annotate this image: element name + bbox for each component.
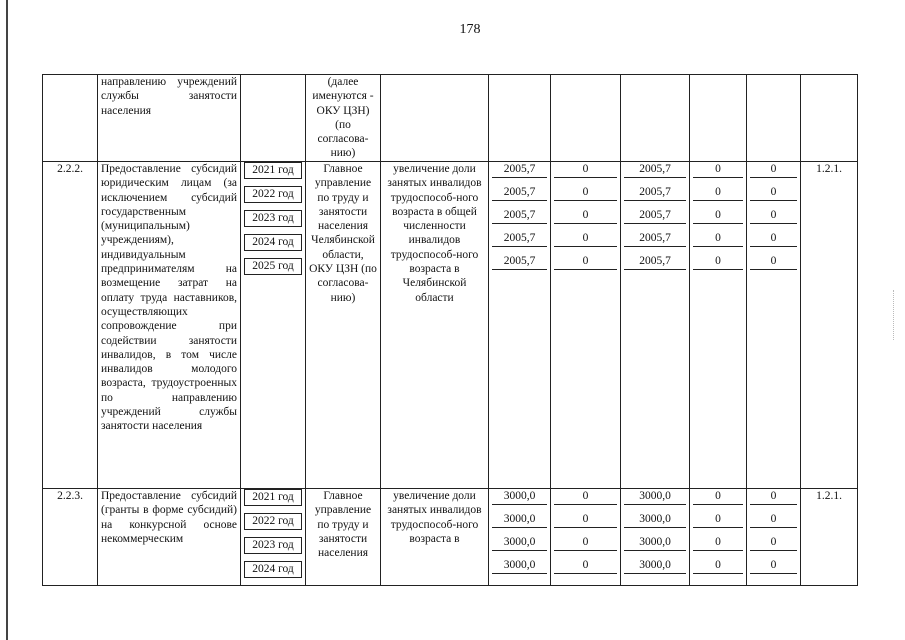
years-cell: [241, 75, 306, 162]
funding-value: 0: [693, 231, 743, 247]
funding-cell: [489, 489, 551, 586]
indicator-cell: [381, 75, 489, 162]
funding-value: 0: [750, 558, 797, 574]
year-label: 2024 год: [244, 234, 302, 251]
funding-value: 2005,7: [492, 208, 547, 224]
table-row: [43, 162, 858, 489]
item-description: Предоставление субсидий (гранты в форме субсидий) на конкурсной основе некоммерческим: [98, 489, 241, 586]
funding-value: 3000,0: [492, 558, 547, 574]
year-label: 2022 год: [244, 513, 302, 530]
year-label: 2021 год: [244, 489, 302, 506]
funding-cell: [551, 75, 621, 162]
funding-value: 2005,7: [492, 185, 547, 201]
funding-value: 0: [693, 535, 743, 551]
funding-cell: [747, 489, 801, 586]
executor-cell: (далее именуются - ОКУ ЦЗН) (по согласова-нию): [306, 75, 381, 162]
funding-cell: [690, 162, 747, 489]
funding-value: 0: [554, 208, 617, 224]
funding-value: 2005,7: [492, 254, 547, 270]
funding-value: 0: [750, 512, 797, 528]
executor-cell: Главное управление по труду и занятости населения Челябинской области, ОКУ ЦЗН (по согласова-нию): [306, 162, 381, 489]
item-number: 2.2.2.: [43, 162, 98, 489]
funding-value: 0: [750, 489, 797, 505]
funding-value: 0: [750, 535, 797, 551]
funding-cell: [690, 489, 747, 586]
funding-value: 0: [750, 208, 797, 224]
funding-value: 3000,0: [492, 512, 547, 528]
funding-value: 0: [693, 512, 743, 528]
table-row: [43, 489, 858, 586]
funding-value: 3000,0: [624, 512, 686, 528]
funding-value: 3000,0: [624, 489, 686, 505]
funding-cell: [621, 489, 690, 586]
funding-value: 0: [554, 489, 617, 505]
funding-cell: [621, 162, 690, 489]
funding-value: 0: [750, 185, 797, 201]
reference-cell: 1.2.1.: [801, 162, 858, 489]
funding-value: 0: [554, 162, 617, 178]
funding-value: 0: [750, 254, 797, 270]
funding-value: 0: [554, 185, 617, 201]
year-label: 2021 год: [244, 162, 302, 179]
funding-value: 3000,0: [492, 489, 547, 505]
scan-edge: [6, 0, 8, 640]
year-label: 2022 год: [244, 186, 302, 203]
item-description: направлению учреждений службы занятости населения: [98, 75, 241, 162]
funding-value: 3000,0: [624, 558, 686, 574]
funding-value: 2005,7: [624, 185, 686, 201]
funding-value: 0: [554, 558, 617, 574]
funding-value: 0: [693, 254, 743, 270]
funding-value: 0: [554, 512, 617, 528]
funding-value: 3000,0: [624, 535, 686, 551]
table-body: [43, 75, 858, 586]
funding-cell: [621, 75, 690, 162]
funding-cell: [489, 162, 551, 489]
scan-artifact: [893, 290, 902, 340]
funding-value: 0: [693, 162, 743, 178]
table-row: [43, 75, 858, 162]
funding-value: 0: [693, 208, 743, 224]
item-number: 2.2.3.: [43, 489, 98, 586]
years-cell: [241, 162, 306, 489]
year-label: 2023 год: [244, 537, 302, 554]
funding-value: 2005,7: [624, 162, 686, 178]
funding-value: 0: [693, 489, 743, 505]
funding-value: 0: [693, 185, 743, 201]
funding-cell: [747, 75, 801, 162]
year-label: 2025 год: [244, 258, 302, 275]
funding-cell: [489, 75, 551, 162]
item-number: [43, 75, 98, 162]
item-description: Предоставление субсидий юридическим лицам (за исключением субсидий государственным (муниципальным) учреждениям), индивидуальным предпринимателям на возмещение затрат на оплату труда наставников, осуществляющих сопровождение при содействии занятости инвалидов, в том числе инвалидов молодого возраста, трудоустроенных по направлению учреждений службы занятости населения: [98, 162, 241, 489]
reference-cell: [801, 75, 858, 162]
funding-value: 3000,0: [492, 535, 547, 551]
funding-cell: [690, 75, 747, 162]
funding-value: 0: [750, 162, 797, 178]
executor-cell: Главное управление по труду и занятости населения: [306, 489, 381, 586]
program-table: [42, 74, 858, 586]
funding-value: 2005,7: [492, 162, 547, 178]
year-label: 2023 год: [244, 210, 302, 227]
funding-cell: [551, 489, 621, 586]
year-label: 2024 год: [244, 561, 302, 578]
funding-value: 0: [750, 231, 797, 247]
funding-value: 2005,7: [492, 231, 547, 247]
indicator-cell: увеличение доли занятых инвалидов трудоспособ-ного возраста в: [381, 489, 489, 586]
funding-value: 0: [554, 254, 617, 270]
funding-value: 0: [693, 558, 743, 574]
funding-value: 0: [554, 231, 617, 247]
funding-cell: [551, 162, 621, 489]
page-number: 178: [459, 22, 481, 37]
funding-value: 2005,7: [624, 231, 686, 247]
funding-value: 2005,7: [624, 254, 686, 270]
funding-value: 2005,7: [624, 208, 686, 224]
indicator-cell: увеличение доли занятых инвалидов трудоспособ-ного возраста в общей численности инвалидов трудоспособ-ного возраста в Челябинской области: [381, 162, 489, 489]
years-cell: [241, 489, 306, 586]
funding-value: 0: [554, 535, 617, 551]
reference-cell: 1.2.1.: [801, 489, 858, 586]
funding-cell: [747, 162, 801, 489]
